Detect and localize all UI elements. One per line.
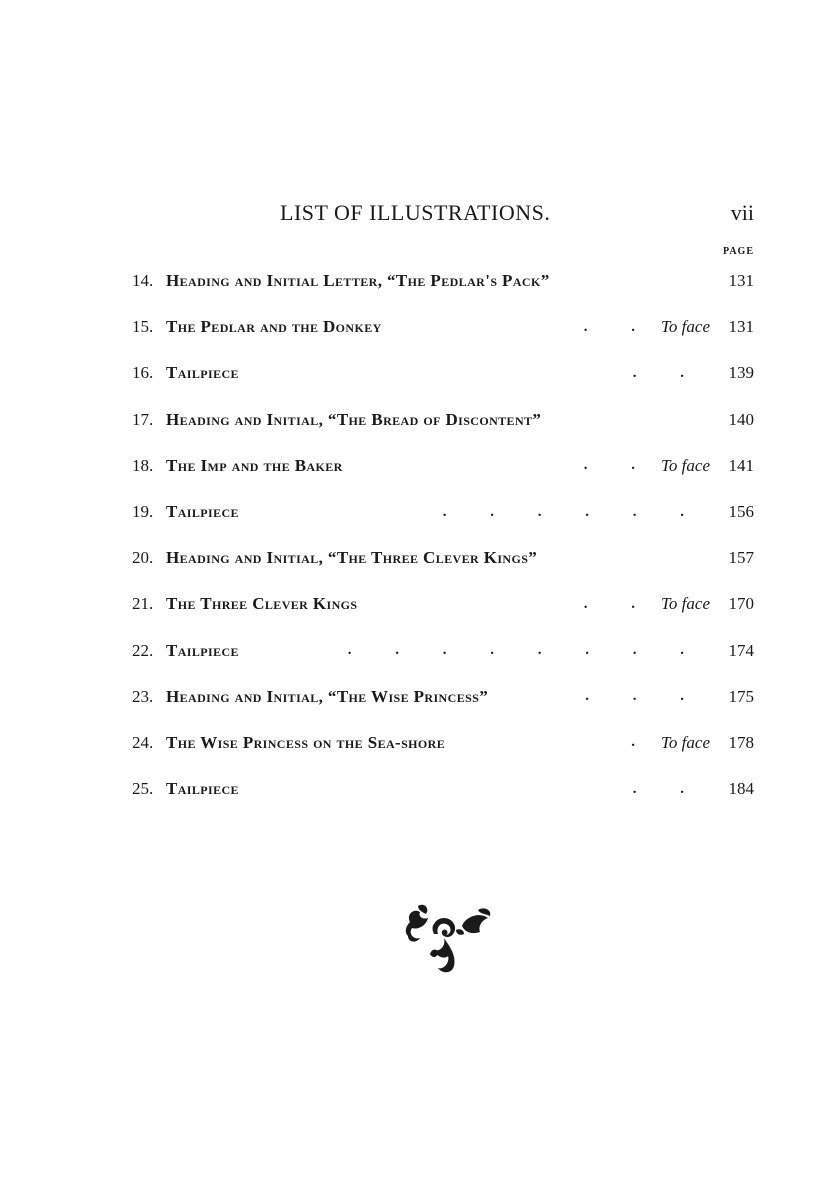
- entry-number: 17.: [132, 409, 154, 429]
- entry-title: Tailpiece: [166, 363, 239, 383]
- entry-title: Heading and Initial Letter, “The Pedlar's Pack”: [166, 271, 550, 291]
- entry-number: 23.: [132, 686, 154, 706]
- entry-title: Tailpiece: [166, 502, 239, 522]
- to-face-label: To face: [661, 317, 710, 337]
- entry-page: 131: [728, 271, 754, 291]
- entry-title: The Imp and the Baker: [166, 455, 343, 475]
- entry-number: 14.: [132, 271, 154, 291]
- entry-page: 178: [728, 732, 754, 752]
- list-item: [132, 304, 754, 350]
- leader-dots: .: [631, 734, 656, 751]
- entry-page: 175: [728, 686, 754, 706]
- list-item: [132, 258, 754, 304]
- entry-title: The Pedlar and the Donkey: [166, 317, 382, 337]
- entry-number: 19.: [132, 502, 154, 522]
- entry-number: 21.: [132, 594, 154, 614]
- entry-page: 141: [728, 455, 754, 475]
- leader-dots: . .: [583, 318, 656, 335]
- page-column-label: PAGE: [722, 246, 754, 257]
- entry-page: 140: [728, 409, 754, 429]
- list-item: [132, 350, 754, 396]
- list-item: [132, 720, 754, 766]
- to-face-label: To face: [661, 455, 710, 475]
- entry-page: 156: [728, 502, 754, 522]
- list-item: [132, 489, 754, 535]
- page-number: vii: [730, 200, 754, 225]
- entry-number: 15.: [132, 317, 154, 337]
- list-item: [132, 397, 754, 443]
- list-item: [132, 535, 754, 581]
- entry-page: 170: [728, 594, 754, 614]
- to-face-label: To face: [661, 594, 710, 614]
- entry-page: 139: [728, 363, 754, 383]
- entry-page: 184: [728, 779, 754, 799]
- leader-dots: . .: [583, 457, 656, 474]
- entry-number: 25.: [132, 779, 154, 799]
- illustration-list: [132, 258, 754, 812]
- list-item: [132, 674, 754, 720]
- entry-number: 24.: [132, 732, 154, 752]
- list-item: [132, 628, 754, 674]
- entry-number: 18.: [132, 455, 154, 475]
- to-face-label: To face: [661, 732, 710, 752]
- entry-title: The Three Clever Kings: [166, 594, 358, 614]
- entry-page: 174: [728, 640, 754, 660]
- entry-number: 16.: [132, 363, 154, 383]
- entry-title: Heading and Initial, “The Bread of Discontent”: [166, 409, 542, 429]
- list-item: [132, 766, 754, 812]
- entry-title: The Wise Princess on the Sea-shore: [166, 732, 446, 752]
- entry-page: 157: [728, 548, 754, 568]
- leader-dots: . .: [583, 595, 656, 612]
- list-item: [132, 443, 754, 489]
- entry-number: 22.: [132, 640, 154, 660]
- leader-dots: . . .: [585, 688, 704, 705]
- floral-tailpiece-icon: [404, 904, 496, 978]
- leader-dots: . .: [632, 364, 704, 381]
- running-header: [130, 200, 762, 234]
- leader-dots: . . . . . . . .: [347, 642, 704, 659]
- entry-title: Tailpiece: [166, 779, 239, 799]
- leader-dots: . . . . . .: [442, 503, 704, 520]
- entry-title: Heading and Initial, “The Three Clever Kings”: [166, 548, 538, 568]
- entry-page: 131: [728, 317, 754, 337]
- list-item: [132, 581, 754, 627]
- leader-dots: . .: [632, 780, 704, 797]
- entry-title: Tailpiece: [166, 640, 239, 660]
- entry-title: Heading and Initial, “The Wise Princess”: [166, 686, 489, 706]
- page-title: LIST OF ILLUSTRATIONS.: [280, 200, 551, 225]
- entry-number: 20.: [132, 548, 154, 568]
